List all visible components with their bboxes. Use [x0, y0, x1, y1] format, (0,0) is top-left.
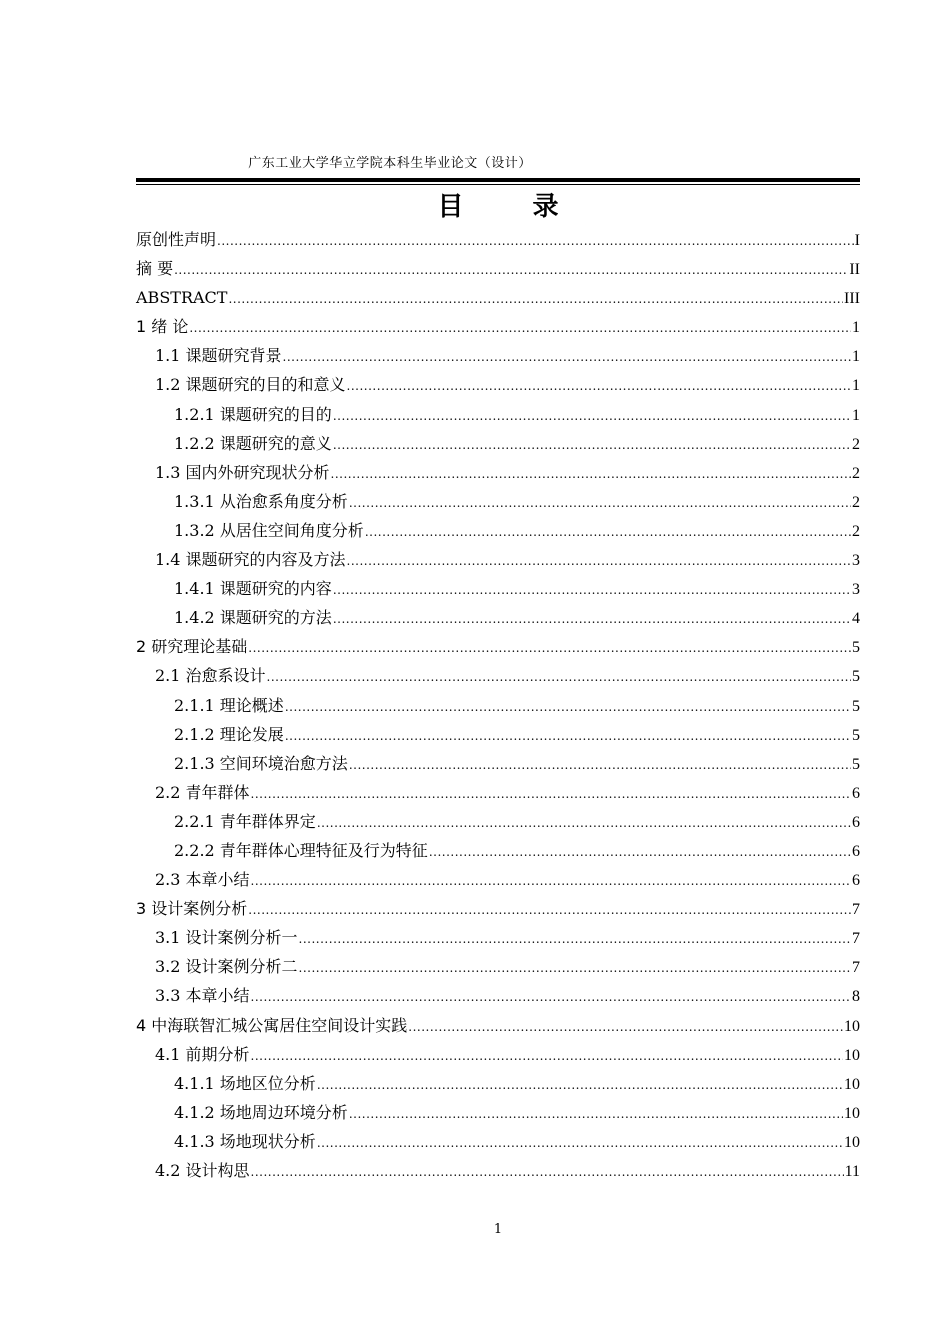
toc-leader-dots: [285, 693, 851, 722]
toc-entry-label: 2.2.2 青年群体心理特征及行为特征: [174, 840, 428, 860]
header-rule-thin: [136, 184, 860, 185]
table-of-contents: [136, 225, 860, 1185]
toc-leader-dots: [251, 1158, 844, 1187]
toc-entry[interactable]: [136, 225, 860, 254]
toc-entry[interactable]: [136, 341, 860, 370]
toc-leader-dots: [174, 256, 848, 285]
toc-entry-label: 1.4.1 课题研究的内容: [174, 579, 332, 599]
toc-entry-label: 摘 要: [136, 259, 174, 279]
toc-leader-dots: [267, 663, 851, 692]
toc-entry-label: 1.2 课题研究的目的和意义: [155, 375, 346, 395]
toc-entry-page: 10: [844, 1104, 860, 1122]
toc-entry[interactable]: [136, 283, 860, 312]
toc-leader-dots: [285, 722, 851, 751]
toc-entry[interactable]: [136, 516, 860, 545]
toc-entry-label: 1 绪 论: [136, 317, 189, 337]
toc-leader-dots: [333, 402, 851, 431]
toc-entry-label: ABSTRACT: [136, 288, 228, 308]
toc-entry-label: 3 设计案例分析: [136, 899, 248, 919]
toc-entry-page: 3: [852, 552, 860, 570]
toc-entry-page: 5: [852, 697, 860, 715]
toc-entry-page: 5: [852, 726, 860, 744]
toc-entry-page: 10: [844, 1046, 860, 1064]
toc-entry[interactable]: [136, 836, 860, 865]
toc-entry-page: 6: [852, 842, 860, 860]
toc-leader-dots: [251, 780, 851, 809]
toc-entry-page: 7: [852, 901, 860, 919]
toc-entry-label: 4.2 设计构思: [155, 1161, 250, 1180]
header-rule-thick: [136, 178, 860, 182]
toc-entry-label: 3.3 本章小结: [155, 986, 250, 1006]
toc-entry[interactable]: [136, 661, 860, 690]
toc-entry[interactable]: [136, 749, 860, 778]
toc-entry[interactable]: [136, 603, 860, 632]
toc-entry[interactable]: [136, 429, 860, 458]
toc-leader-dots: [333, 576, 851, 605]
toc-entry-page: 11: [844, 1163, 860, 1180]
toc-entry[interactable]: [136, 952, 860, 981]
toc-entry-label: 2.2 青年群体: [155, 782, 250, 802]
toc-entry-page: 2: [852, 493, 860, 511]
toc-entry[interactable]: [136, 1156, 860, 1185]
toc-entry-page: 8: [852, 988, 860, 1006]
toc-entry-label: 2 研究理论基础: [136, 637, 248, 657]
toc-entry[interactable]: [136, 923, 860, 952]
toc-entry-label: 3.2 设计案例分析二: [155, 957, 298, 977]
toc-entry-page: 2: [852, 464, 860, 482]
toc-entry-page: 5: [852, 755, 860, 773]
page-number: 1: [493, 1222, 503, 1237]
toc-leader-dots: [299, 954, 851, 983]
toc-leader-dots: [365, 518, 851, 547]
toc-entry[interactable]: [136, 254, 860, 283]
toc-entry-page: 5: [852, 639, 860, 657]
toc-leader-dots: [347, 372, 851, 401]
toc-entry-label: 4.1.2 场地周边环境分析: [174, 1102, 348, 1122]
toc-entry[interactable]: [136, 458, 860, 487]
toc-entry-label: 4.1.3 场地现状分析: [174, 1131, 316, 1151]
toc-entry-page: 6: [852, 872, 860, 890]
toc-entry[interactable]: [136, 865, 860, 894]
toc-leader-dots: [317, 1071, 843, 1100]
toc-entry[interactable]: [136, 778, 860, 807]
toc-entry-label: 4 中海联智汇城公寓居住空间设计实践: [136, 1015, 408, 1035]
toc-entry-label: 1.2.1 课题研究的目的: [174, 404, 332, 424]
toc-entry-label: 1.3.2 从居住空间角度分析: [174, 520, 364, 540]
toc-leader-dots: [251, 1042, 843, 1071]
toc-entry[interactable]: [136, 981, 860, 1010]
toc-entry[interactable]: [136, 1040, 860, 1069]
toc-entry-label: 1.1 课题研究背景: [155, 346, 282, 366]
toc-entry[interactable]: [136, 1069, 860, 1098]
toc-leader-dots: [333, 431, 851, 460]
toc-leader-dots: [347, 547, 851, 576]
toc-entry-page: II: [849, 261, 860, 279]
toc-leader-dots: [331, 460, 851, 489]
toc-entry[interactable]: [136, 545, 860, 574]
toc-entry-page: 4: [852, 610, 860, 628]
toc-entry-page: 6: [852, 813, 860, 831]
toc-entry[interactable]: [136, 691, 860, 720]
toc-leader-dots: [317, 1129, 843, 1158]
toc-entry-page: 1: [852, 319, 860, 337]
toc-entry-page: 1: [852, 348, 860, 366]
toc-entry-label: 4.1 前期分析: [155, 1044, 250, 1064]
toc-title: 目 录: [437, 192, 589, 222]
toc-entry-page: I: [854, 232, 860, 249]
toc-entry-page: 1: [852, 377, 860, 395]
toc-leader-dots: [333, 605, 851, 634]
toc-entry-label: 4.1.1 场地区位分析: [174, 1073, 316, 1093]
toc-leader-dots: [228, 285, 843, 314]
toc-entry[interactable]: [136, 574, 860, 603]
toc-entry[interactable]: [136, 720, 860, 749]
toc-leader-dots: [299, 925, 851, 954]
toc-entry[interactable]: [136, 632, 860, 661]
toc-entry-page: 10: [844, 1017, 860, 1035]
toc-entry-page: 2: [852, 435, 860, 453]
toc-entry-page: 5: [852, 668, 860, 686]
toc-entry-label: 3.1 设计案例分析一: [155, 928, 298, 948]
toc-entry[interactable]: [136, 894, 860, 923]
toc-entry[interactable]: [136, 487, 860, 516]
toc-entry-label: 2.3 本章小结: [155, 870, 250, 890]
toc-entry[interactable]: [136, 370, 860, 399]
toc-leader-dots: [429, 838, 851, 867]
toc-entry-label: 2.1.1 理论概述: [174, 695, 284, 715]
toc-leader-dots: [349, 489, 851, 518]
toc-leader-dots: [248, 634, 851, 663]
toc-leader-dots: [317, 809, 851, 838]
toc-entry-label: 1.3.1 从治愈系角度分析: [174, 491, 348, 511]
toc-leader-dots: [189, 314, 851, 343]
toc-entry-page: 3: [852, 581, 860, 599]
toc-entry[interactable]: [136, 807, 860, 836]
toc-leader-dots: [408, 1013, 843, 1042]
toc-entry-label: 原创性声明: [136, 230, 217, 249]
toc-entry[interactable]: [136, 1098, 860, 1127]
toc-entry-label: 1.3 国内外研究现状分析: [155, 462, 330, 482]
toc-entry-label: 1.4.2 课题研究的方法: [174, 608, 332, 628]
toc-leader-dots: [349, 1100, 843, 1129]
toc-entry[interactable]: [136, 1127, 860, 1156]
toc-entry[interactable]: [136, 1011, 860, 1040]
toc-leader-dots: [217, 227, 854, 256]
toc-entry-page: 1: [852, 406, 860, 424]
page-header: 广东工业大学华立学院本科生毕业论文（设计）: [248, 156, 532, 171]
toc-entry-label: 2.1 治愈系设计: [155, 666, 266, 686]
toc-entry-label: 1.2.2 课题研究的意义: [174, 433, 332, 453]
toc-entry-page: 6: [852, 784, 860, 802]
toc-entry-page: III: [844, 290, 860, 308]
toc-entry-label: 2.1.2 理论发展: [174, 724, 284, 744]
toc-entry-page: 7: [852, 930, 860, 948]
toc-entry-label: 1.4 课题研究的内容及方法: [155, 550, 346, 570]
toc-entry-page: 2: [852, 522, 860, 540]
toc-entry-label: 2.2.1 青年群体界定: [174, 811, 316, 831]
toc-entry-page: 10: [844, 1133, 860, 1151]
toc-leader-dots: [251, 983, 851, 1012]
toc-leader-dots: [349, 751, 851, 780]
toc-entry[interactable]: [136, 312, 860, 341]
toc-entry-label: 2.1.3 空间环境治愈方法: [174, 753, 348, 773]
toc-leader-dots: [251, 867, 851, 896]
toc-leader-dots: [283, 343, 851, 372]
toc-leader-dots: [248, 896, 851, 925]
toc-entry-page: 7: [852, 959, 860, 977]
toc-entry-page: 10: [844, 1075, 860, 1093]
toc-entry[interactable]: [136, 400, 860, 429]
